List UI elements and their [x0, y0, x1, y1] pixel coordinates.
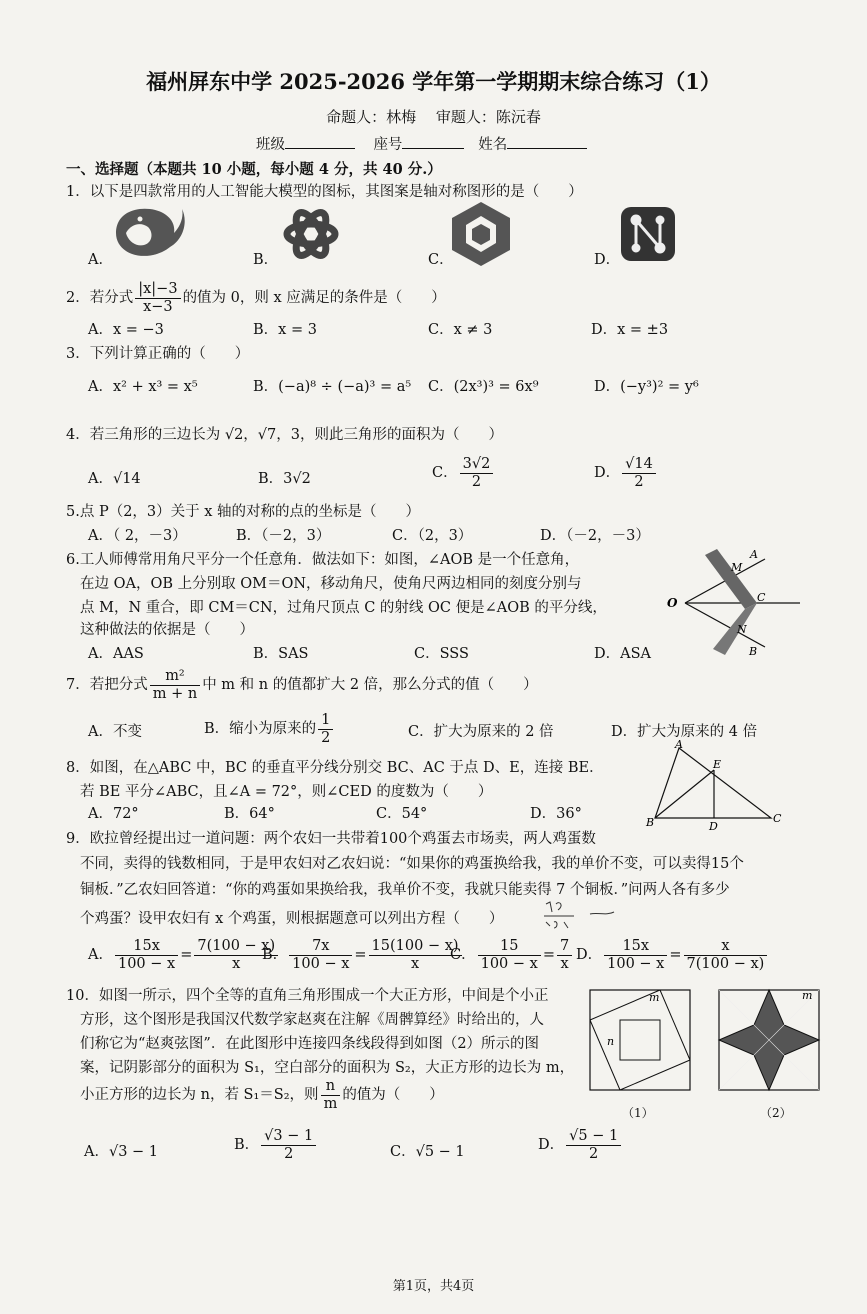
- fig6-label-n: N: [737, 623, 747, 636]
- fig2-caption: （2）: [760, 1106, 792, 1120]
- whale-icon: [110, 203, 188, 265]
- q6-line-1: 6.工人师傅常用角尺平分一个任意角．做法如下：如图，∠AOB 是一个任意角，: [66, 552, 580, 568]
- q1-option-c[interactable]: C．: [428, 252, 454, 268]
- fig1-caption: （1）: [622, 1106, 654, 1120]
- q3-option-a[interactable]: A．x² + x³ = x⁵: [88, 379, 198, 395]
- q10-d-num: √5 − 1: [566, 1128, 621, 1146]
- q9-option-c[interactable]: [450, 938, 574, 972]
- q2-pre: 2．若分式: [66, 290, 134, 307]
- fig10-note-m2: m: [802, 989, 813, 1002]
- q10-b-num: √3 − 1: [261, 1128, 316, 1146]
- fig8-label-e: E: [713, 758, 722, 771]
- handwritten-note-icon: [540, 896, 620, 940]
- q9-a-n1: 15x: [115, 938, 178, 956]
- q7-option-b[interactable]: [204, 712, 335, 746]
- fig6-label-b: B: [749, 645, 758, 658]
- q9-d-n2: x: [684, 938, 768, 956]
- q10-line-2: 方形，这个图形是我国汉代数学家赵爽在注解《周髀算经》时给出的，人: [80, 1012, 544, 1028]
- q9-b-eq: =: [354, 947, 367, 964]
- angle-ruler-figure: [665, 545, 805, 664]
- q1-stem: 1．以下是四款常用的人工智能大模型的图标，其图案是轴对称图形的是（ ）: [66, 184, 583, 200]
- q9-d-pre: D．: [576, 947, 603, 964]
- q9-c-eq: =: [542, 947, 555, 964]
- q9-b-pre: B．: [262, 947, 288, 964]
- q6-line-4: 这种做法的依据是（ ）: [80, 622, 254, 638]
- q9-b-d2: x: [410, 955, 420, 972]
- q9-c-d1: 100 − x: [480, 955, 538, 972]
- q9-b-d1: 100 − x: [292, 955, 350, 972]
- q4-d-den: 2: [634, 473, 644, 490]
- q3-option-d[interactable]: D．(−y³)² = y⁶: [594, 379, 699, 395]
- q6-option-a[interactable]: A．AAS: [88, 646, 144, 662]
- q8-option-c[interactable]: C．54°: [376, 806, 428, 822]
- q4-d-pre: D．: [594, 465, 621, 482]
- zhaoshuang-figure-1: [585, 985, 695, 1099]
- q10-line-3: 们称它为“赵爽弦图”．在此图形中连接四条线段得到如图（2）所示的图: [80, 1036, 540, 1052]
- seat-label: 座号: [373, 137, 403, 153]
- network-n-icon: [620, 206, 676, 266]
- q7-option-d[interactable]: D．扩大为原来的 4 倍: [611, 724, 758, 740]
- q10-d-pre: D．: [538, 1137, 565, 1154]
- q5-option-c[interactable]: C．（2，3）: [392, 528, 473, 544]
- q4-c-num: 3√2: [460, 456, 494, 474]
- q9-c-n1: 15: [478, 938, 541, 956]
- q9-a-d2: x: [232, 955, 241, 972]
- q9-line-3: 铜板．”乙农妇回答道：“你的鸡蛋如果换给我，我单价不变，我就只能卖得 7 个铜板．”问两人各有多少: [80, 882, 730, 898]
- q5-option-d[interactable]: D．（－2，－3）: [540, 528, 650, 544]
- q7-stem: [66, 668, 538, 702]
- q9-a-eq: =: [180, 947, 193, 964]
- class-field[interactable]: [285, 134, 355, 149]
- q7-post: 中 m 和 n 的值都扩大 2 倍，那么分式的值（ ）: [202, 677, 538, 694]
- q10-l5-post: 的值为（ ）: [342, 1087, 444, 1104]
- q7-option-a[interactable]: A．不变: [88, 724, 142, 740]
- fig6-label-o: O: [667, 596, 678, 610]
- q2-option-d[interactable]: D．x = ±3: [591, 322, 669, 338]
- q7-num: m²: [150, 668, 200, 686]
- q9-a-d1: 100 − x: [117, 955, 176, 972]
- q3-stem: 3．下列计算正确的（ ）: [66, 346, 250, 362]
- fig6-label-m: M: [731, 561, 743, 574]
- q4-stem: 4．若三角形的三边长为 √2，√7，3，则此三角形的面积为（ ）: [66, 427, 503, 443]
- fig8-label-c: C: [773, 812, 782, 825]
- q4-c-pre: C．: [432, 465, 458, 482]
- fig6-label-a: A: [750, 548, 758, 561]
- q7-pre: 7．若把分式: [66, 677, 148, 694]
- q8-line-1: 8．如图，在△ABC 中，BC 的垂直平分线分别交 BC、AC 于点 D、E，连接 BE．: [66, 760, 604, 776]
- q3-option-c[interactable]: C．(2x³)³ = 6x⁹: [428, 379, 539, 395]
- q9-b-n2: 15(100 − x): [369, 938, 462, 956]
- q10-line-1: 10．如图一所示，四个全等的直角三角形围成一个大正方形，中间是个小正: [66, 988, 549, 1004]
- q9-line-2: 不同，卖得的钱数相同，于是甲农妇对乙农妇说：“如果你的鸡蛋换给我，我的单价不变，可以卖得15个: [80, 856, 744, 872]
- q4-c-den: 2: [471, 473, 482, 490]
- q2-frac-num: |x|−3: [135, 281, 180, 299]
- name-label: 姓名: [478, 137, 508, 153]
- q8-option-a[interactable]: A．72°: [88, 806, 139, 822]
- q9-option-d[interactable]: [576, 938, 769, 972]
- q9-b-n1: 7x: [289, 938, 352, 956]
- q2-option-a[interactable]: A．x = −3: [88, 322, 164, 338]
- seat-field[interactable]: [402, 134, 464, 149]
- q9-a-pre: A．: [88, 947, 113, 964]
- page-footer: 第1页，共4页: [392, 1279, 475, 1294]
- q6-option-c[interactable]: C．SSS: [414, 646, 469, 662]
- q6-line-3: 点 M，N 重合，即 CM＝CN，过角尺顶点 C 的射线 OC 便是∠AOB 的平分线，: [80, 600, 607, 616]
- q9-option-b[interactable]: [262, 938, 464, 972]
- q10-option-b[interactable]: [234, 1128, 318, 1162]
- student-info-line: [256, 133, 587, 154]
- q7-b-den: 2: [321, 729, 331, 746]
- class-label: 班级: [256, 137, 285, 153]
- q7-den: m + n: [152, 685, 198, 702]
- q9-line-4: 个鸡蛋？设甲农妇有 x 个鸡蛋，则根据题意可以列出方程（ ）: [80, 911, 504, 927]
- q2-option-c[interactable]: C．x ≠ 3: [428, 322, 493, 338]
- q5-option-b[interactable]: B．（－2，3）: [236, 528, 331, 544]
- fig8-label-a: A: [675, 738, 683, 751]
- q7-b-num: 1: [318, 712, 333, 730]
- page-title: 福州屏东中学 2025-2026 学年第一学期期末综合练习（1）: [146, 69, 721, 94]
- q10-l5-den: m: [323, 1095, 338, 1112]
- triangle-figure: [643, 740, 783, 839]
- q7-option-c[interactable]: C．扩大为原来的 2 倍: [408, 724, 554, 740]
- q10-line-5: [80, 1078, 444, 1112]
- q4-option-b[interactable]: B．3√2: [258, 471, 311, 487]
- q2-frac-den: x−3: [143, 298, 173, 315]
- hexagon-cube-icon: [450, 200, 512, 272]
- section-heading: 一、选择题（本题共 10 小题，每小题 4 分，共 40 分.）: [66, 161, 442, 178]
- q8-option-b[interactable]: B．64°: [224, 806, 275, 822]
- q9-a-n2: 7(100 − x): [194, 938, 278, 956]
- q9-line-1: 9．欧拉曾经提出过一道问题：两个农妇一共带着100个鸡蛋去市场卖，两人鸡蛋数: [66, 831, 596, 847]
- q8-option-d[interactable]: D．36°: [530, 806, 582, 822]
- q10-option-a[interactable]: A．√3 − 1: [84, 1144, 159, 1160]
- knot-logo-icon: [277, 205, 345, 267]
- q10-line-4: 案，记阴影部分的面积为 S₁，空白部分的面积为 S₂，大正方形的边长为 m，: [80, 1060, 575, 1076]
- fig8-label-d: D: [709, 820, 718, 833]
- fig6-label-c: C: [757, 591, 766, 604]
- q6-option-d[interactable]: D．ASA: [594, 646, 652, 662]
- q10-b-pre: B．: [234, 1137, 260, 1154]
- q4-option-d[interactable]: [594, 456, 658, 490]
- q2-option-b[interactable]: B．x = 3: [253, 322, 317, 338]
- name-field[interactable]: [507, 134, 587, 149]
- q2-post: 的值为 0，则 x 应满足的条件是（ ）: [182, 290, 446, 307]
- q10-l5-num: n: [321, 1078, 341, 1096]
- fig8-label-b: B: [646, 816, 655, 829]
- q10-option-d[interactable]: [538, 1128, 623, 1162]
- q4-d-num: √14: [622, 456, 656, 474]
- q5-stem: 5.点 P（2，3）关于 x 轴的对称的点的坐标是（ ）: [66, 504, 421, 520]
- fig10-note-n: n: [607, 1035, 615, 1048]
- q2-stem: [66, 281, 446, 315]
- q10-option-c[interactable]: C．√5 − 1: [390, 1144, 465, 1160]
- q1-option-b[interactable]: B．: [253, 252, 279, 268]
- q9-c-d2: x: [560, 955, 569, 972]
- q10-b-den: 2: [284, 1145, 294, 1162]
- q4-option-c[interactable]: [432, 456, 495, 490]
- q1-option-d[interactable]: D．: [594, 252, 621, 268]
- q1-option-a[interactable]: A．: [88, 252, 113, 268]
- q9-d-d1: 100 − x: [607, 955, 665, 972]
- q6-option-b[interactable]: B．SAS: [253, 646, 309, 662]
- q8-line-2: 若 BE 平分∠ABC，且∠A = 72°，则∠CED 的度数为（ ）: [80, 784, 493, 800]
- q6-line-2: 在边 OA，OB 上分别取 OM＝ON，移动角尺，使角尺两边相同的刻度分别与: [80, 576, 582, 592]
- q9-c-n2: 7: [557, 938, 572, 956]
- q3-option-b[interactable]: B．(−a)⁸ ÷ (−a)³ = a⁵: [253, 379, 412, 395]
- zhaoshuang-figure-2: [714, 985, 824, 1099]
- q9-d-eq: =: [669, 947, 682, 964]
- q9-c-pre: C．: [450, 947, 476, 964]
- q9-d-d2: 7(100 − x): [686, 955, 765, 972]
- q4-option-a[interactable]: A．√14: [88, 471, 141, 487]
- fig10-note-m: m: [649, 991, 660, 1004]
- q5-option-a[interactable]: A．（ 2，－3）: [88, 528, 187, 544]
- authors-line: 命题人：林梅 审题人：陈沅春: [326, 108, 541, 126]
- q7-b-pre: B．缩小为原来的: [204, 721, 317, 738]
- q9-d-n1: 15x: [604, 938, 667, 956]
- q10-l5-pre: 小正方形的边长为 n，若 S₁＝S₂，则: [80, 1087, 319, 1104]
- q10-d-den: 2: [589, 1145, 599, 1162]
- q9-option-a[interactable]: [88, 938, 280, 972]
